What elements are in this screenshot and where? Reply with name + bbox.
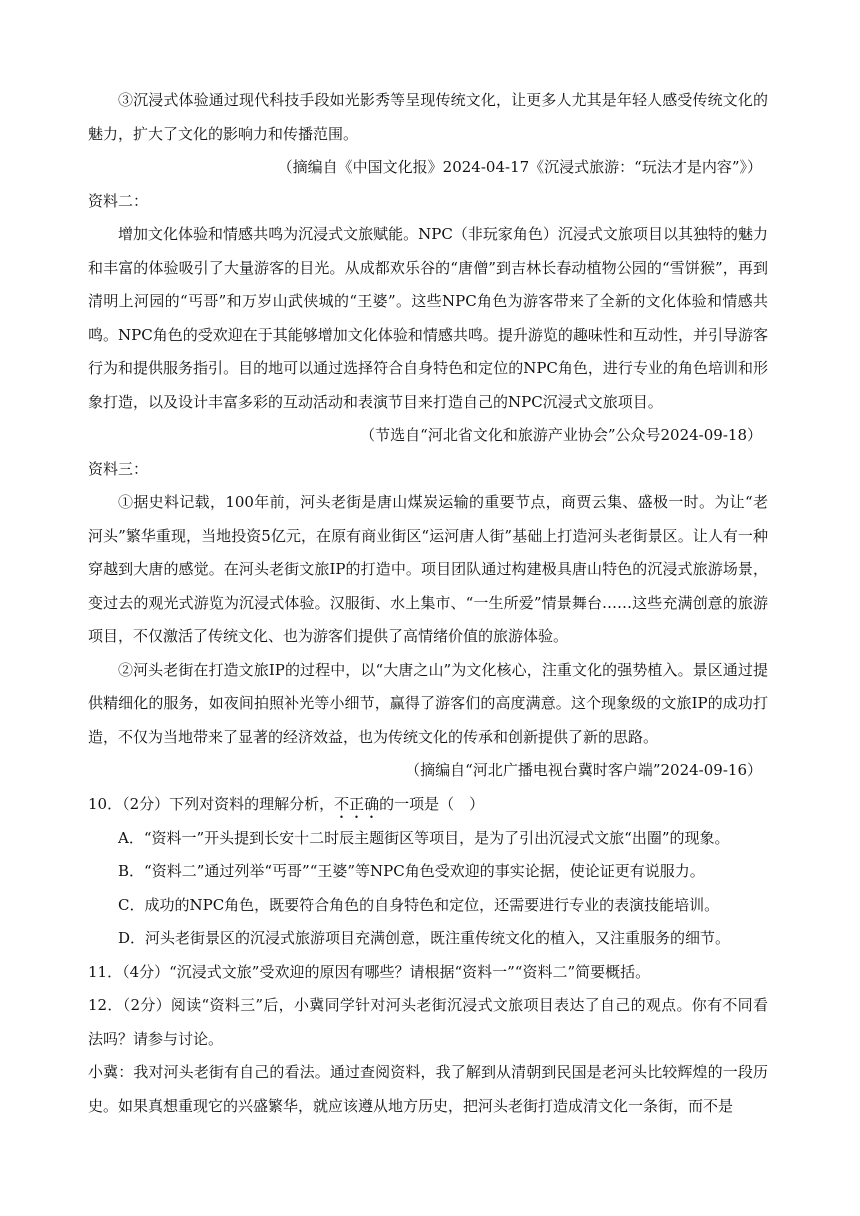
xiaoji-opinion: 小冀：我对河头老街有自己的看法。通过查阅资料，我了解到从清朝到民国是老河头比较辉煌的一段历史。如果真想重现它的兴盛繁华，就应该遵从地方历史，把河头老街打造成清文化一条街，而不是 xyxy=(88,1063,768,1115)
question-11: 11．（4分）“沉浸式文旅”受欢迎的原因有哪些？请根据“资料一”“资料二”简要概括。 xyxy=(88,962,651,981)
passage1-source: （摘编自《中国文化报》2024-04-17《沉浸式旅游：“玩法才是内容”》） xyxy=(277,158,762,176)
passage3-heading: 资料三： xyxy=(88,459,149,478)
question-10-stem-post: 的一项是（ ） xyxy=(379,794,485,813)
question-10-option-b: B．“资料二”通过列举“丐哥”“王婆”等NPC角色受欢迎的事实论据，使论证更有说服力。 xyxy=(118,862,705,880)
question-10-option-a: A．“资料一”开头提到长安十二时辰主题街区等项目，是为了引出沉浸式文旅“出圈”的现象。 xyxy=(118,828,730,847)
question-10-option-c: C．成功的NPC角色，既要符合角色的自身特色和定位，还需要进行专业的表演技能培训。 xyxy=(118,895,720,914)
document-body xyxy=(88,84,768,1123)
passage1-paragraph-3: ③沉浸式体验通过现代科技手段如光影秀等呈现传统文化，让更多人尤其是年轻人感受传统文化的魅力，扩大了文化的影响力和传播范围。 xyxy=(88,91,768,143)
passage2-heading: 资料二： xyxy=(88,191,149,210)
question-12: 12．（2分）阅读“资料三”后，小冀同学针对河头老街沉浸式文旅项目表达了自己的观点。你有不同看法吗？请参与讨论。 xyxy=(88,996,768,1048)
passage3-paragraph-1: ①据史料记载，100年前，河头老街是唐山煤炭运输的重要节点，商贾云集、盛极一时。为让“老河头”繁华重现，当地投资5亿元，在原有商业街区“运河唐人街”基础上打造河头老街景区。让人有一种穿越到大唐的感觉。在河头老街文旅IP的打造中。项目团队通过构建极具唐山特色的沉浸式旅游场景，变过去的观光式游览为沉浸式体验。汉服街、水上集市、“一生所爱”情景舞台……这些充满创意的旅游项目，不仅激活了传统文化、也为游客们提供了高情绪价值的旅游体验。 xyxy=(88,493,768,645)
passage3-source: （摘编自“河北广播电视台冀时客户端”2024-09-16） xyxy=(405,761,762,779)
question-10-stem-pre: 10．（2分）下列对资料的理解分析， xyxy=(88,794,335,813)
passage2-body: 增加文化体验和情感共鸣为沉浸式文旅赋能。NPC（非玩家角色）沉浸式文旅项目以其独特的魅力和丰富的体验吸引了大量游客的目光。从成都欢乐谷的“唐僧”到吉林长春动植物公园的“雪饼猴”，再到清明上河园的“丐哥”和万岁山武侠城的“王婆”。这些NPC角色为游客带来了全新的文化体验和情感共鸣。NPC角色的受欢迎在于其能够增加文化体验和情感共鸣。提升游览的趣味性和互动性，并引导游客行为和提供服务指引。目的地可以通过选择符合自身特色和定位的NPC角色，进行专业的角色培训和形象打造，以及设计丰富多彩的互动活动和表演节目来打造自己的NPC沉浸式文旅项目。 xyxy=(88,225,768,411)
question-10-stem xyxy=(88,788,768,822)
question-10-emphasis: 不正确 xyxy=(334,794,380,813)
passage3-paragraph-2: ②河头老街在打造文旅IP的过程中，以“大唐之山”为文化核心，注重文化的强势植入。景区通过提供精细化的服务，如夜间拍照补光等小细节，赢得了游客们的高度满意。这个现象级的文旅IP的成功打造，不仅为当地带来了显著的经济效益，也为传统文化的传承和创新提供了新的思路。 xyxy=(88,660,768,746)
passage2-source: （节选自“河北省文化和旅游产业协会”公众号2024-09-18） xyxy=(360,426,762,444)
question-10-option-d: D．河头老街景区的沉浸式旅游项目充满创意，既注重传统文化的植入，又注重服务的细节。 xyxy=(118,929,731,947)
